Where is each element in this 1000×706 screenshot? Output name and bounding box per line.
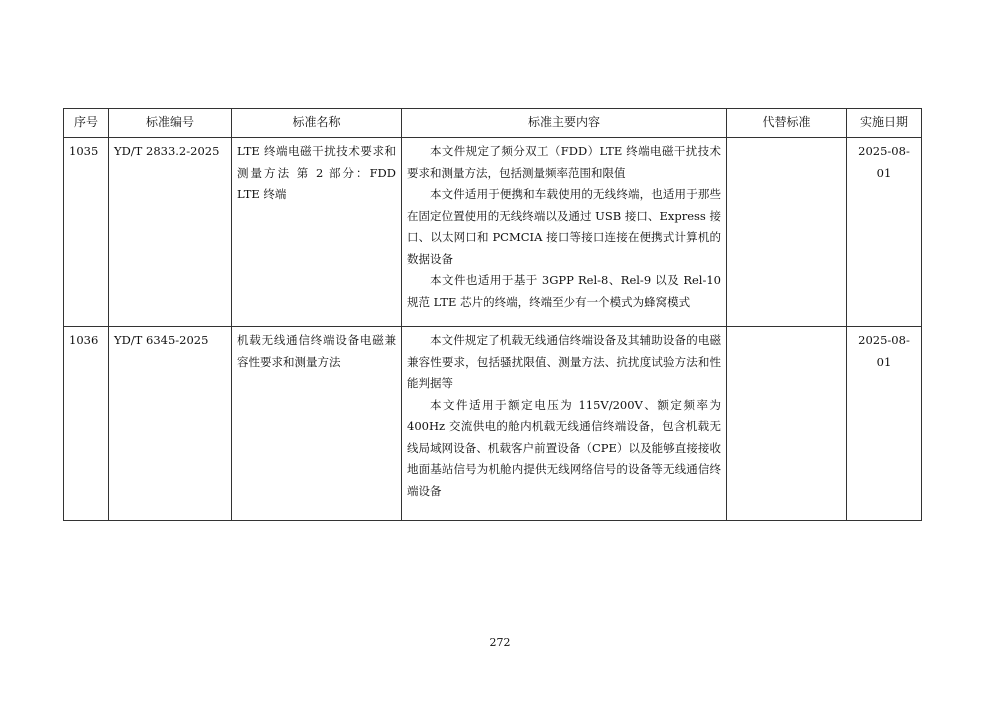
table-row [64,327,922,521]
content-paragraph: 本文件规定了机载无线通信终端设备及其辅助设备的电磁兼容性要求，包括骚扰限值、测量方法、抗扰度试验方法和性能判据等 [407,333,721,390]
header-replaces: 代替标准 [727,109,847,138]
cell-replaces [727,327,847,521]
content-paragraph: 本文件也适用于基于 3GPP Rel-8、Rel-9 以及 Rel-10 规范 LTE 芯片的终端，终端至少有一个模式为蜂窝模式 [407,273,721,309]
cell-code: YD/T 6345-2025 [109,327,232,521]
cell-seq: 1036 [64,327,109,521]
standards-table [63,108,922,521]
table-header-row [64,109,922,138]
cell-content [402,327,727,521]
cell-date: 2025-08-01 [847,327,922,521]
content-paragraph: 本文件适用于便携和车载使用的无线终端，也适用于那些在固定位置使用的无线终端以及通过 USB 接口、Express 接口、以太网口和 PCMCIA 接口等接口连接在便携式计算机的数据设备 [407,187,721,266]
header-code: 标准编号 [109,109,232,138]
header-name: 标准名称 [232,109,402,138]
cell-date: 2025-08-01 [847,138,922,327]
header-content: 标准主要内容 [402,109,727,138]
table-row [64,138,922,327]
page-number: 272 [489,636,511,649]
content-paragraph: 本文件规定了频分双工（FDD）LTE 终端电磁干扰技术要求和测量方法，包括测量频率范围和限值 [407,144,721,180]
cell-code: YD/T 2833.2-2025 [109,138,232,327]
header-date: 实施日期 [847,109,922,138]
cell-seq: 1035 [64,138,109,327]
cell-name: 机载无线通信终端设备电磁兼容性要求和测量方法 [232,327,402,521]
content-paragraph: 本文件适用于额定电压为 115V/200V、额定频率为 400Hz 交流供电的舱内机载无线通信终端设备，包含机载无线局域网设备、机载客户前置设备（CPE）以及能够直接接收地面基站信号为机舱内提供无线网络信号的设备等无线通信终端设备 [407,397,721,498]
cell-replaces [727,138,847,327]
cell-name: LTE 终端电磁干扰技术要求和测量方法 第 2 部分：FDD LTE 终端 [232,138,402,327]
header-seq: 序号 [64,109,109,138]
cell-content [402,138,727,327]
